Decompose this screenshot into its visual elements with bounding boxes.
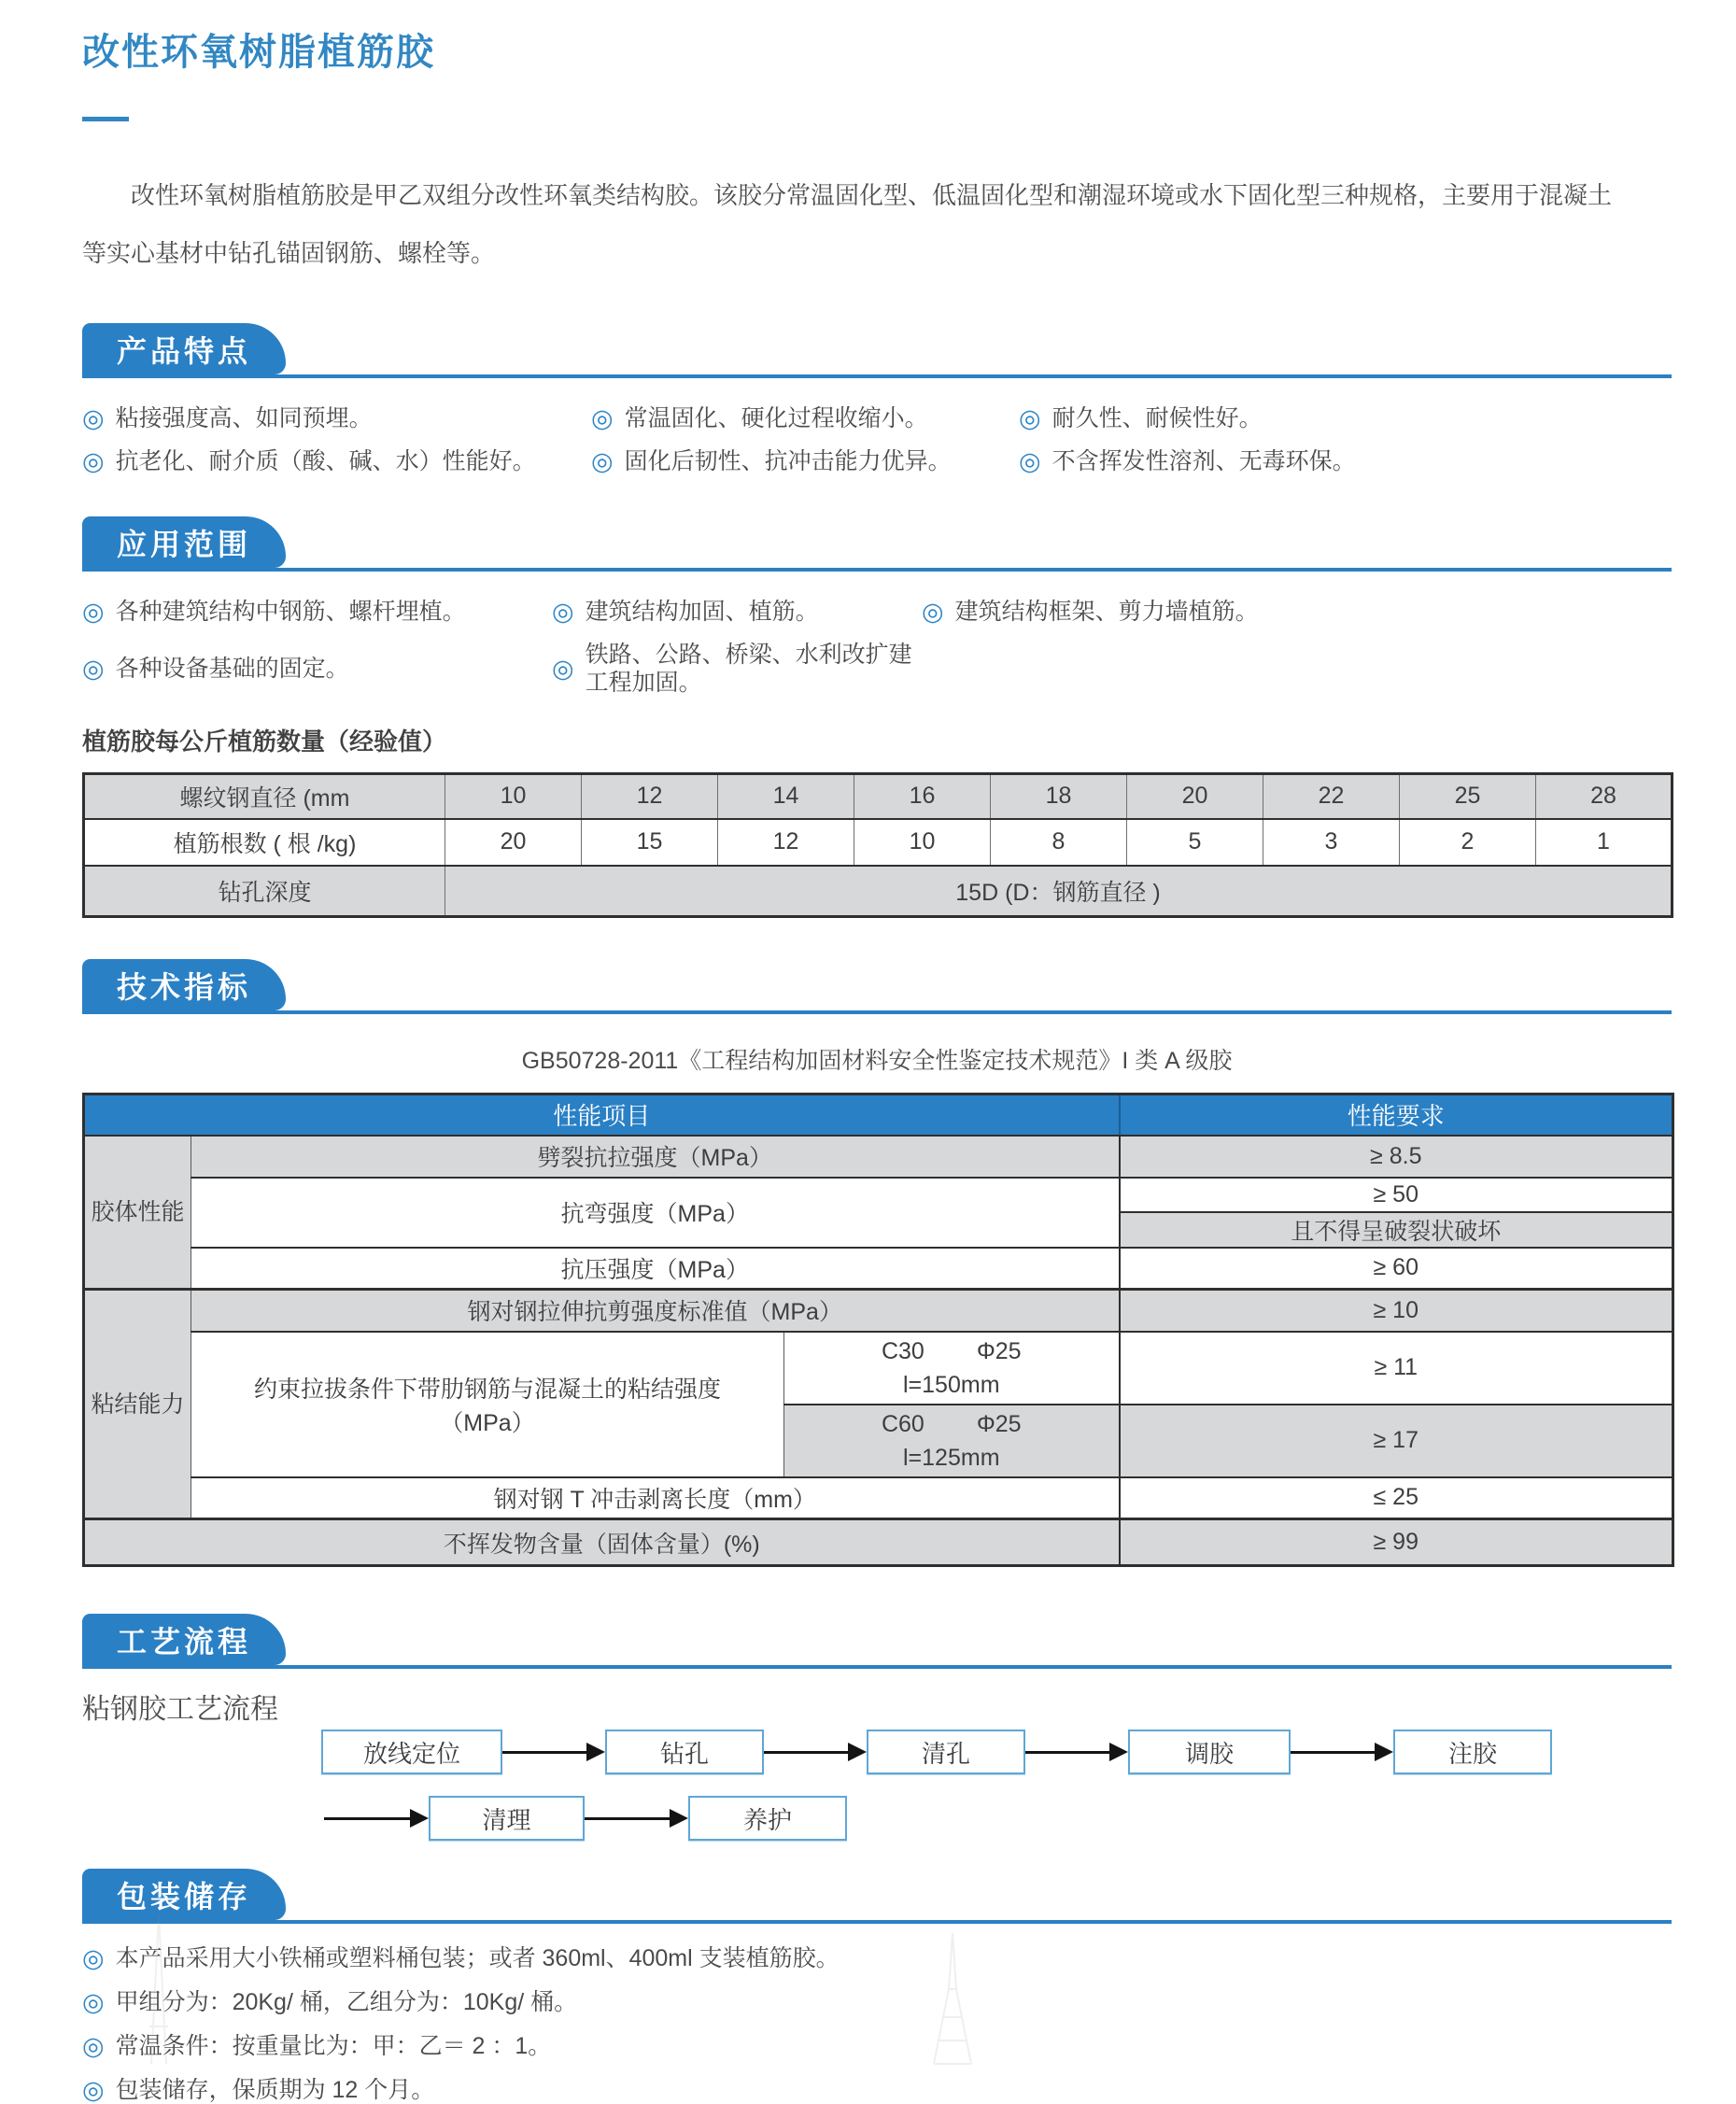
tech-header-row: [84, 1094, 1673, 1136]
spec-requirement: ≥ 50: [1120, 1178, 1673, 1212]
table-cell: 1: [1536, 819, 1672, 866]
list-item: [591, 404, 1019, 432]
concrete-grade: C30: [881, 1337, 924, 1364]
flow-arrow-icon: [324, 1809, 429, 1828]
packaging-heading: 包装储存: [116, 1879, 251, 1913]
spec-requirement: ≥ 10: [1120, 1290, 1673, 1332]
application-text: 建筑结构加固、植筋。: [585, 599, 819, 625]
rebar-table-caption: 植筋胶每公斤植筋数量（经验值）: [82, 727, 447, 755]
list-item: [82, 598, 552, 626]
ring-bullet-icon: ◎: [82, 2031, 105, 2060]
table-cell: 15: [582, 819, 718, 866]
application-text: 铁路、公路、桥梁、水利改扩建工程加固。: [585, 642, 912, 696]
section-header-packaging: [82, 1869, 1672, 1924]
ring-bullet-icon: ◎: [82, 2075, 105, 2104]
spec-item: 抗压强度（MPa）: [191, 1248, 1120, 1290]
list-item: [552, 641, 922, 697]
table-cell: 8: [991, 819, 1127, 866]
process-flow-label: 粘钢胶工艺流程: [82, 1694, 278, 1725]
flow-step: 清理: [429, 1796, 585, 1841]
spec-requirement: ≥ 99: [1120, 1519, 1673, 1566]
list-item: [82, 447, 591, 475]
depth-value: 15D (D：钢筋直径 ): [445, 866, 1672, 917]
table-cell: 28: [1536, 774, 1672, 819]
ring-bullet-icon: ◎: [82, 403, 105, 432]
table-cell: 20: [1127, 774, 1263, 819]
table-row: [84, 1519, 1673, 1566]
spec-requirement: ≥ 17: [1120, 1405, 1673, 1477]
application-text: 各种建筑结构中钢筋、螺杆埋植。: [115, 599, 466, 625]
group-label-bond-capacity: 粘结能力: [84, 1290, 191, 1519]
list-item: [82, 641, 552, 697]
flow-step: 养护: [688, 1796, 847, 1841]
table-cell: 3: [1263, 819, 1400, 866]
list-item: [82, 2032, 1672, 2060]
spec-requirement: ≥ 60: [1120, 1248, 1673, 1290]
spec-requirement: ≥ 11: [1120, 1332, 1673, 1405]
ring-bullet-icon: ◎: [82, 597, 105, 626]
applications-list: [82, 598, 1672, 697]
column-header-item: 性能项目: [84, 1094, 1120, 1136]
ring-bullet-icon: ◎: [1019, 446, 1041, 475]
feature-text: 固化后韧性、抗冲击能力优异。: [624, 448, 952, 474]
rebar-count-table: [82, 772, 1673, 918]
table-row-count: [84, 819, 1672, 866]
table-row-diameter: [84, 774, 1672, 819]
features-banner: [82, 323, 286, 374]
list-item: [82, 1944, 1672, 1972]
row-label: 植筋根数 ( 根 /kg): [84, 819, 445, 866]
ring-bullet-icon: ◎: [82, 1943, 105, 1972]
table-row: [84, 1178, 1673, 1212]
spec-item-line2: （MPa）: [440, 1409, 535, 1436]
title-dash: [82, 117, 129, 121]
table-cell: 12: [582, 774, 718, 819]
flow-arrow-icon: [1291, 1743, 1393, 1761]
flow-step: 放线定位: [321, 1730, 502, 1774]
table-row: [84, 1290, 1673, 1332]
applications-banner: [82, 516, 286, 568]
spec-item-line1: 约束拉拔条件下带肋钢筋与混凝土的粘结强度: [253, 1376, 721, 1403]
list-item: [82, 2076, 1672, 2104]
table-row-depth: [84, 866, 1672, 917]
flow-arrow-icon: [585, 1809, 688, 1828]
table-cell: 16: [854, 774, 991, 819]
ring-bullet-icon: ◎: [82, 654, 105, 683]
page-title: 改性环氧树脂植筋胶: [82, 32, 435, 73]
concrete-grade: C60: [881, 1410, 924, 1437]
list-item: [591, 447, 1019, 475]
flow-arrow-icon: [502, 1743, 605, 1761]
flow-step: 清孔: [867, 1730, 1025, 1774]
intro-paragraph: 改性环氧树脂植筋胶是甲乙双组分改性环氧类结构胶。该胶分常温固化型、低温固化型和潮湿环境或水下固化型三种规格，主要用于混凝土等实心基材中钻孔锚固钢筋、螺栓等。: [82, 181, 1613, 267]
list-item: [82, 404, 591, 432]
row-label: 钻孔深度: [84, 866, 445, 917]
standard-reference: GB50728-2011《工程结构加固材料安全性鉴定技术规范》I 类 A 级胶: [521, 1048, 1233, 1074]
table-cell: 10: [854, 819, 991, 866]
features-heading: 产品特点: [116, 333, 251, 368]
ring-bullet-icon: ◎: [552, 597, 574, 626]
column-header-requirement: 性能要求: [1120, 1094, 1673, 1136]
table-row: [84, 1248, 1673, 1290]
spec-requirement: ≥ 8.5: [1120, 1136, 1673, 1178]
spec-item: 抗弯强度（MPa）: [191, 1178, 1120, 1248]
section-header-features: [82, 323, 1672, 378]
flow-arrow-icon: [764, 1743, 867, 1761]
spec-item-constrained-pullout: [191, 1332, 784, 1477]
table-cell: 20: [445, 819, 582, 866]
table-cell: 22: [1263, 774, 1400, 819]
features-list: [82, 404, 1672, 475]
table-row: [84, 1136, 1673, 1178]
flow-step: 钻孔: [605, 1730, 764, 1774]
spec-item: 钢对钢 T 冲击剥离长度（mm）: [191, 1477, 1120, 1519]
table-cell: 14: [718, 774, 854, 819]
ring-bullet-icon: ◎: [82, 446, 105, 475]
application-text: 建筑结构框架、剪力墙植筋。: [954, 599, 1259, 625]
ring-bullet-icon: ◎: [82, 1987, 105, 2016]
spec-requirement: ≤ 25: [1120, 1477, 1673, 1519]
packaging-text: 包装储存，保质期为 12 个月。: [115, 2077, 435, 2103]
tech-heading: 技术指标: [116, 969, 251, 1004]
feature-text: 粘接强度高、如同预埋。: [115, 405, 373, 431]
packaging-text: 本产品采用大小铁桶或塑料桶包装；或者 360ml、400ml 支装植筋胶。: [115, 1945, 840, 1971]
ring-bullet-icon: ◎: [591, 446, 614, 475]
spec-condition-c30: [784, 1332, 1120, 1405]
table-cell: 25: [1400, 774, 1536, 819]
table-cell: 12: [718, 819, 854, 866]
ring-bullet-icon: ◎: [1019, 403, 1041, 432]
packaging-text: 常温条件：按重量比为：甲：乙＝ 2 ：1。: [115, 2033, 552, 2059]
ring-bullet-icon: ◎: [552, 654, 574, 683]
spec-item: 钢对钢拉伸抗剪强度标准值（MPa）: [191, 1290, 1120, 1332]
spec-condition-c60: [784, 1405, 1120, 1477]
flow-step: 注胶: [1393, 1730, 1552, 1774]
list-item: [82, 1988, 1672, 2016]
spec-item: 不挥发物含量（固体含量）(%): [84, 1519, 1120, 1566]
table-row: [84, 1477, 1673, 1519]
process-heading: 工艺流程: [116, 1624, 251, 1659]
group-label-adhesive-body: 胶体性能: [84, 1136, 191, 1290]
flow-arrow-icon: [1025, 1743, 1128, 1761]
list-item: [922, 598, 1672, 626]
feature-text: 不含挥发性溶剂、无毒环保。: [1051, 448, 1356, 474]
feature-text: 常温固化、硬化过程收缩小。: [624, 405, 928, 431]
list-item: [1019, 447, 1672, 475]
list-item: [552, 598, 922, 626]
feature-text: 耐久性、耐候性好。: [1051, 405, 1263, 431]
section-header-applications: [82, 516, 1672, 572]
row-label: 螺纹钢直径 (mm: [84, 774, 445, 819]
packaging-list: [82, 1944, 1672, 2104]
table-row: [84, 1332, 1673, 1405]
section-header-process: [82, 1614, 1672, 1669]
table-cell: 2: [1400, 819, 1536, 866]
section-header-tech: [82, 959, 1672, 1014]
embed-length: l=125mm: [903, 1444, 1000, 1471]
table-cell: 5: [1127, 819, 1263, 866]
ring-bullet-icon: ◎: [922, 597, 944, 626]
tech-banner: [82, 959, 286, 1010]
table-cell: 18: [991, 774, 1127, 819]
embed-length: l=150mm: [903, 1371, 1000, 1398]
process-flow-row-1: [321, 1730, 1672, 1774]
application-text: 各种设备基础的固定。: [115, 656, 349, 682]
rebar-diameter: Φ25: [976, 1337, 1022, 1364]
process-flow-row-2: [324, 1796, 1672, 1841]
spec-requirement: 且不得呈破裂状破坏: [1120, 1212, 1673, 1248]
process-banner: [82, 1614, 286, 1665]
packaging-banner: [82, 1869, 286, 1920]
tech-spec-table: [82, 1093, 1674, 1567]
table-cell: 10: [445, 774, 582, 819]
ring-bullet-icon: ◎: [591, 403, 614, 432]
applications-heading: 应用范围: [116, 527, 251, 561]
spec-item: 劈裂抗拉强度（MPa）: [191, 1136, 1120, 1178]
rebar-diameter: Φ25: [976, 1410, 1022, 1437]
flow-step: 调胶: [1128, 1730, 1291, 1774]
packaging-text: 甲组分为：20Kg/ 桶，乙组分为：10Kg/ 桶。: [115, 1989, 578, 2015]
feature-text: 抗老化、耐介质（酸、碱、水）性能好。: [115, 448, 536, 474]
list-item: [1019, 404, 1672, 432]
